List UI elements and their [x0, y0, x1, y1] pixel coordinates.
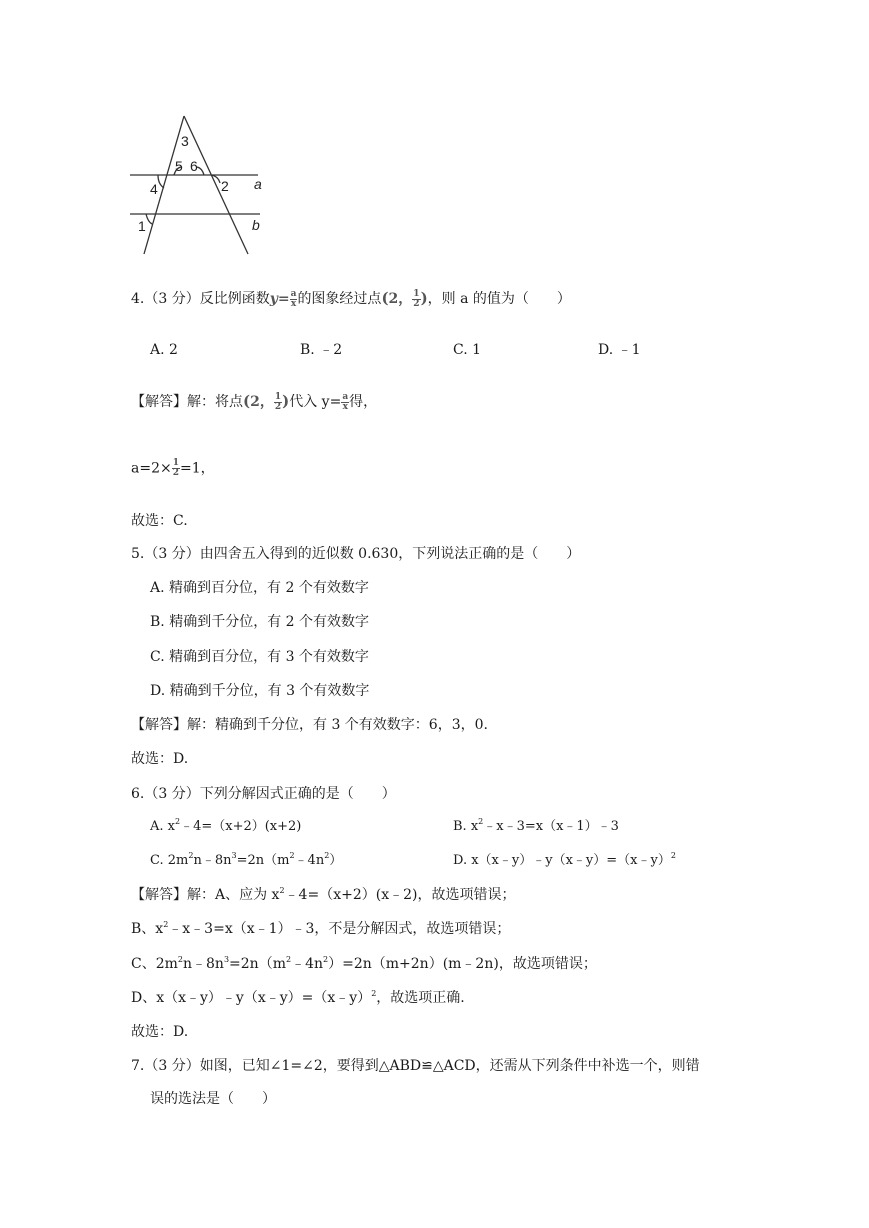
transversal-right: [184, 116, 248, 254]
q6-answer-d: D、x（x﹣y）﹣y（x﹣y）=（x﹣y）$^2$，故选项正确.: [131, 989, 465, 1006]
q6-answer-b: B、$x^2﹣x﹣3=x(x﹣1)﹣3$，不是分解因式，故选项错误；: [131, 920, 511, 937]
label-angle2: 2: [221, 178, 229, 194]
q4-answer-line2: a=2× $\frac{1}{2}$ =1，: [131, 458, 215, 478]
q6-option-a: A. $x^2﹣4=(x+2)(x+2)$: [150, 817, 302, 834]
q4-option-c: C. 1: [453, 342, 482, 358]
label-line-a: a: [254, 176, 262, 192]
q6-option-d: D. x（x﹣y）﹣y（x﹣y）=（x﹣y）$^2$: [453, 851, 676, 868]
q6-answer-a: 【解答】解：A、应为 $x^2﹣4=(x+2)(x﹣2)$，故选项错误；: [131, 886, 516, 903]
q6-option-b: B. $x^2﹣x﹣3=x(x﹣1)﹣3$: [453, 817, 619, 834]
q6-choice: 故选：D.: [131, 1024, 189, 1040]
q5-answer: 【解答】解：精确到千分位，有 3 个有效数字：6，3，0.: [131, 717, 488, 733]
q5-option-d: D. 精确到千分位，有 3 个有效数字: [150, 683, 370, 699]
geometry-figure: [128, 110, 276, 258]
q7-stem-line2: 误的选法是（ ）: [150, 1091, 276, 1107]
q6-answer-c: C、$2m^2n﹣8n^3=2n(m^2﹣4n^2)=2n(m+2n)(m﹣2n)$，故选项错误；: [131, 955, 597, 972]
q5-stem: 5.（3 分）由四舍五入得到的近似数 0.630，下列说法正确的是（ ）: [131, 546, 581, 562]
q5-option-c: C. 精确到百分位，有 3 个有效数字: [150, 649, 369, 665]
q4-option-d: D. ﹣1: [598, 342, 641, 358]
q4-answer-line1: 【解答】解：将点(2， $\frac{1}{2}$ )代入 y= $\frac{a}{x}$ 得，: [131, 391, 378, 412]
q4-option-a: A. 2: [150, 342, 178, 358]
angle-arc-1: [146, 214, 152, 224]
q4-func-fraction: $\frac{a}{x}$: [290, 288, 297, 309]
q7-stem-line1: 7.（3 分）如图，已知∠1=∠2，要得到△ABD≌△ACD，还需从下列条件中补选一个，则错: [131, 1058, 700, 1074]
q6-stem: 6.（3 分）下列分解因式正确的是（ ）: [131, 786, 396, 802]
q5-choice: 故选：D.: [131, 751, 189, 767]
q6-option-c: C. $2m^2n﹣8n^3=2n(m^2﹣4n^2)$: [150, 851, 343, 868]
q4-option-b: B. ﹣2: [300, 342, 343, 358]
label-angle1: 1: [138, 218, 146, 234]
label-angle4: 4: [150, 181, 158, 197]
q5-option-a: A. 精确到百分位，有 2 个有效数字: [150, 580, 369, 596]
label-angle3: 3: [181, 133, 189, 149]
q4-choice: 故选：C.: [131, 513, 188, 529]
q4-point-fraction: $\frac{1}{2}$: [413, 288, 420, 309]
q4-stem: 4.（3 分）反比例函数y= $\frac{a}{x}$ 的图象经过点(2， $\frac{1}{2}$ )，则 a 的值为（ ）: [131, 288, 571, 309]
label-line-b: b: [252, 217, 260, 233]
angle-arc-6: [197, 167, 204, 175]
q5-option-b: B. 精确到千分位，有 2 个有效数字: [150, 614, 369, 630]
label-angle6: 6: [190, 158, 198, 174]
label-angle5: 5: [175, 158, 183, 174]
